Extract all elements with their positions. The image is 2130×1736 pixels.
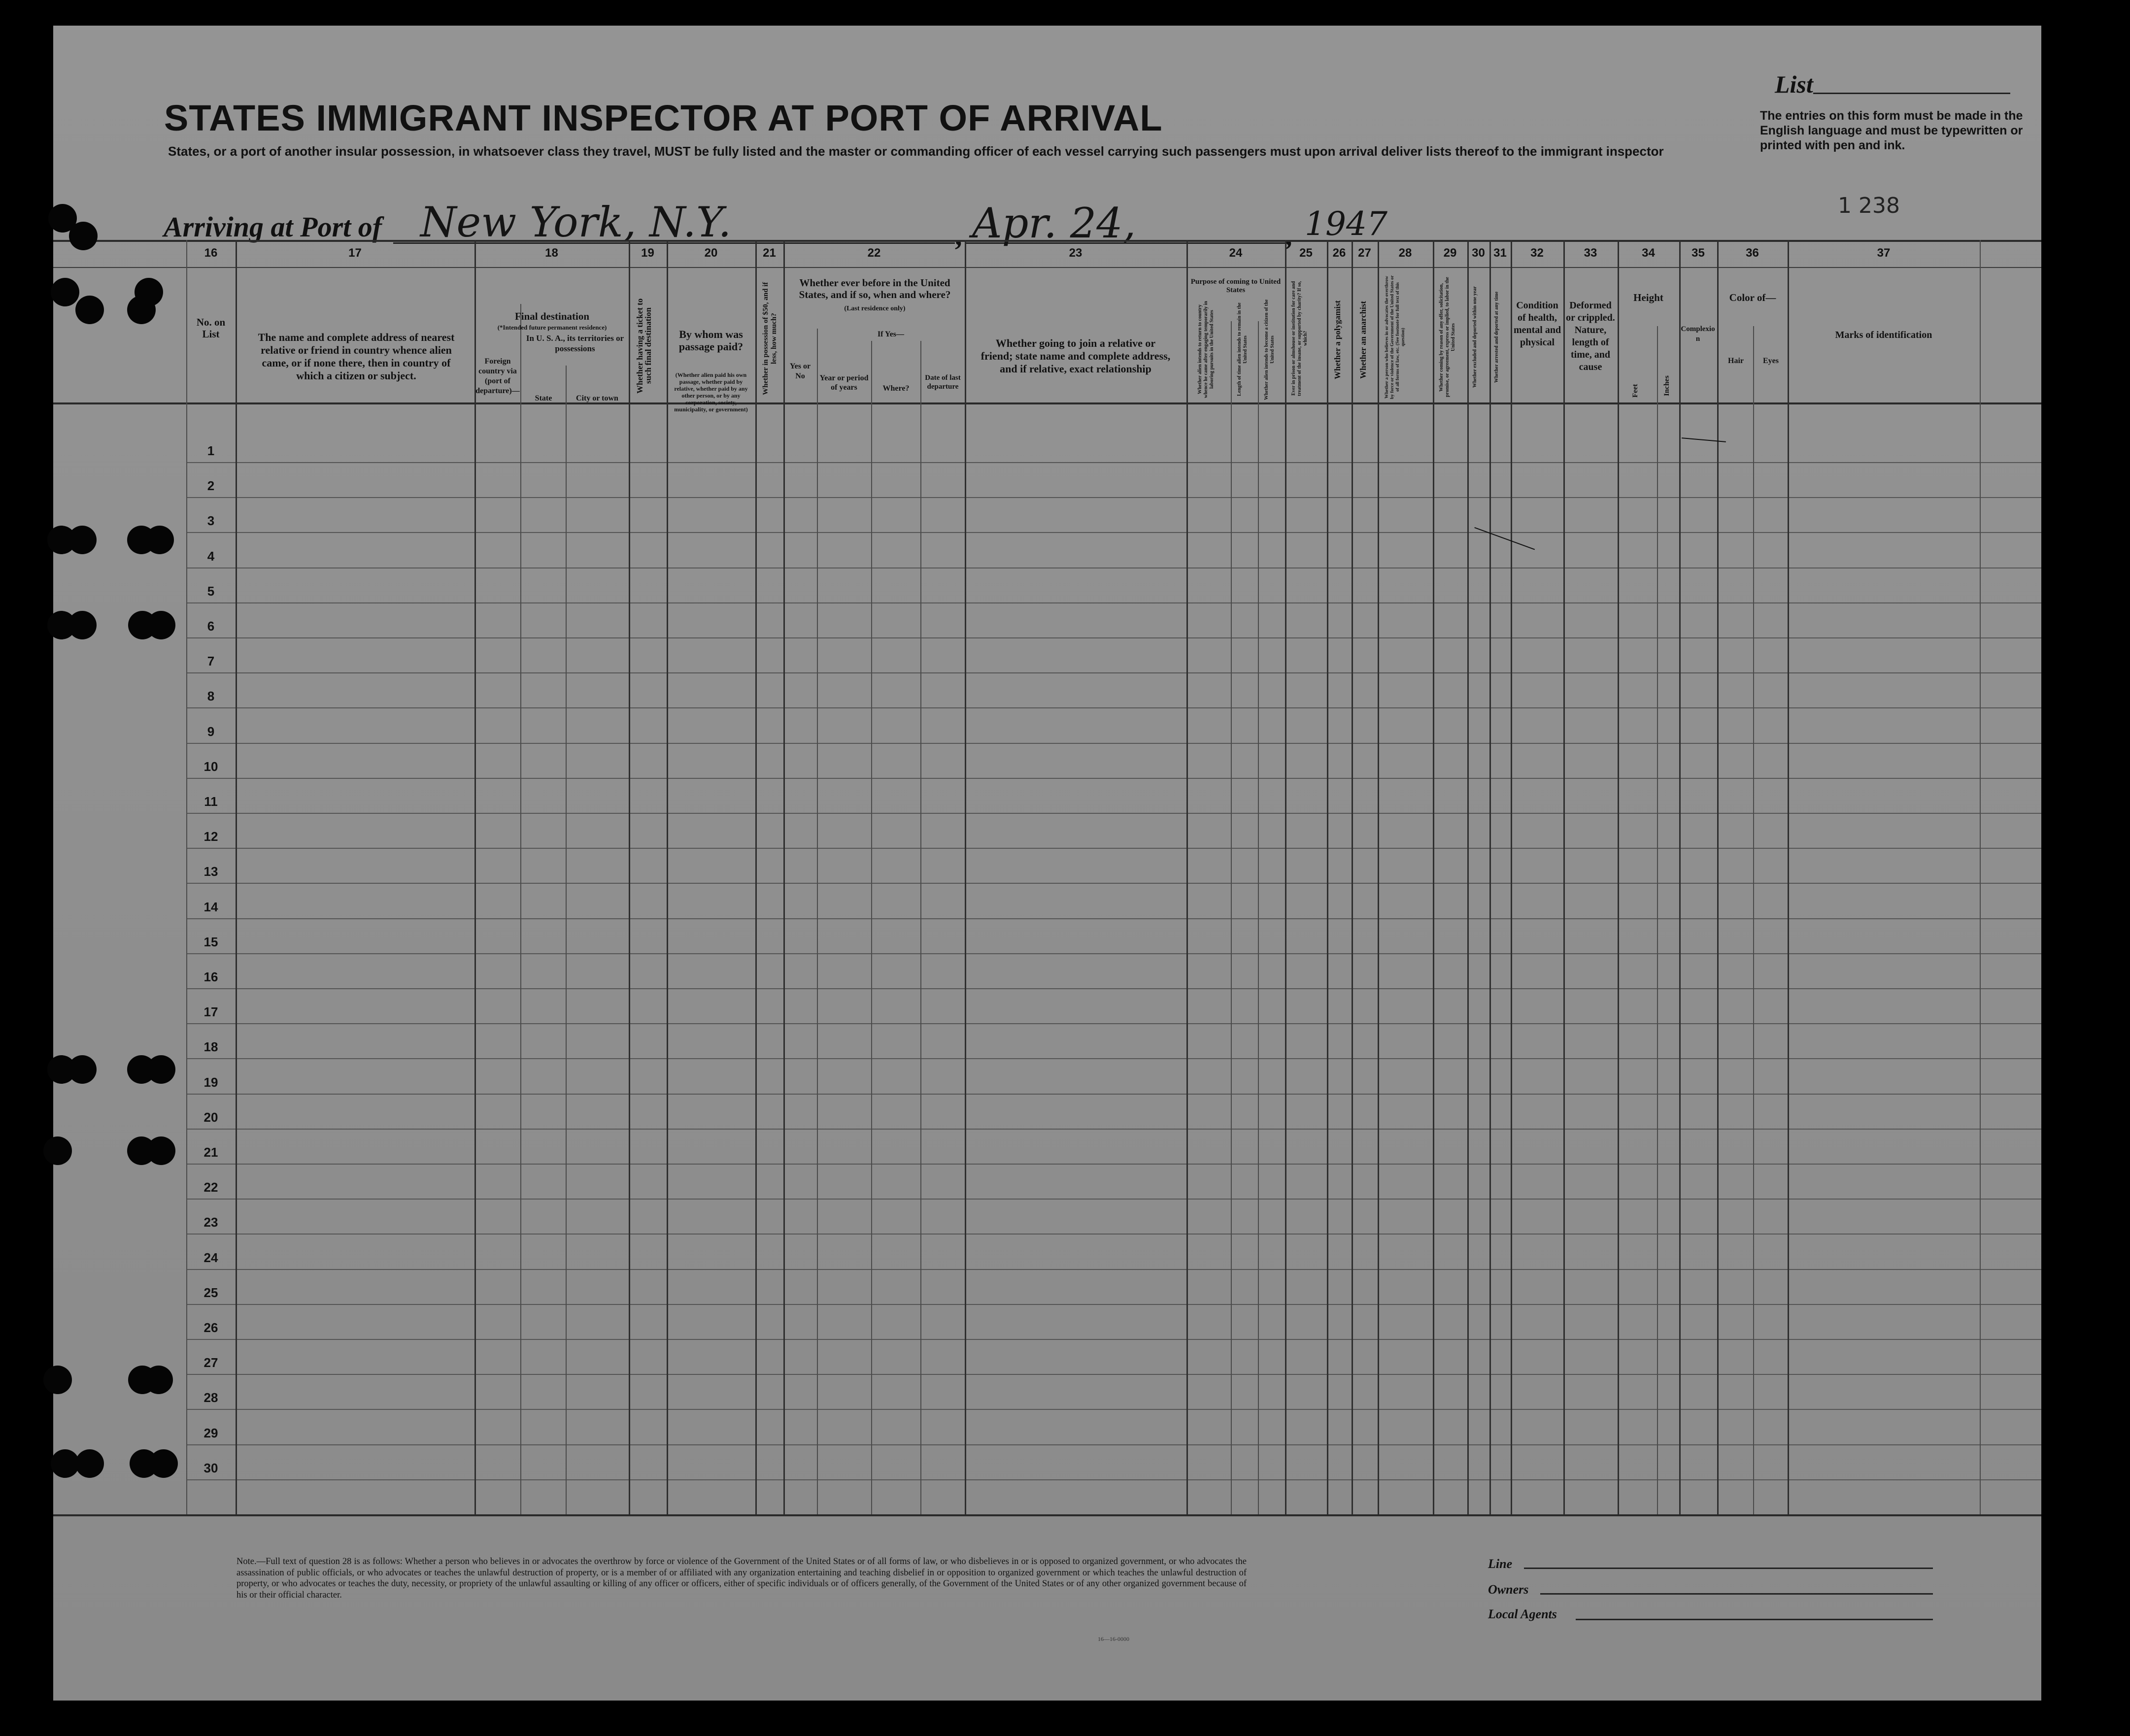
column-number: 34 [1642,246,1655,260]
header-final-destination: Final destination [514,310,590,322]
column-divider [1327,240,1328,1514]
header-feet: Feet [1631,384,1639,398]
column-divider [1433,240,1434,1514]
row-number: 2 [207,478,215,494]
punch-hole [43,1366,72,1394]
row-number: 25 [203,1285,218,1300]
column-number: 33 [1584,246,1597,260]
table-row [186,1374,2041,1375]
comma-mark: , [1285,219,1292,251]
column-divider [520,304,521,1514]
header-arrested-deported: Whether arrested and deported at any time [1494,291,1499,383]
row-number: 26 [203,1320,218,1335]
punch-hole [147,611,175,639]
column-number: 20 [704,246,718,260]
stray-pen-mark [1682,437,1726,442]
table-row [186,918,2041,919]
punch-hole [51,278,79,306]
column-divider [1489,240,1491,1514]
manifest-grid [53,26,2041,1701]
column-number: 21 [763,246,776,260]
table-row [186,848,2041,849]
header-possession-50: Whether in possession of $50, and if less, how much? [762,282,778,395]
row-number: 14 [203,899,218,914]
row-number: 21 [203,1145,218,1160]
header-state: State [535,394,552,402]
column-divider [1352,240,1353,1514]
column-divider [1679,240,1681,1514]
list-number: 1 238 [1838,193,1900,218]
row-number: 1 [207,443,215,458]
form-subtitle: States, or a port of another insular possession, in whatsoever class they travel, MUST be fully listed and the master or commanding officer of each vessel carrying such passengers must upon arrival deliver lists thereof to the immigrant inspector [168,144,1664,159]
column-divider [965,240,966,1514]
table-row [186,1444,2041,1445]
punch-hole [147,1055,175,1084]
header-color-of: Color of— [1729,292,1776,303]
row-number: 6 [207,619,215,634]
footer-owners-field [1540,1593,1933,1595]
column-divider [1378,240,1379,1514]
column-number: 37 [1877,246,1891,260]
header-complexion: Complexion [1681,325,1715,343]
row-number: 27 [203,1355,218,1370]
column-divider [920,341,921,1514]
header-polygamist: Whether a polygamist [1333,300,1342,379]
punch-hole [68,1055,97,1084]
column-divider [629,240,630,1514]
header-passage-paid: By whom was passage paid? [678,328,744,353]
row-number: 8 [207,689,215,704]
punch-hole [75,296,104,324]
table-row [186,1339,2041,1340]
column-divider [1753,326,1754,1514]
punch-hole [75,1449,104,1478]
column-divider [1285,240,1286,1514]
row-number: 15 [203,934,218,949]
footer-line-label: Line [1488,1557,1513,1571]
table-row [186,672,2041,673]
header-purpose-citizen: Whether alien intends to become a citizen of the United States [1264,299,1275,400]
row-number: 13 [203,864,218,879]
date-value: Apr. 24, [972,199,1136,247]
table-row [186,532,2041,533]
column-number: 31 [1493,246,1507,260]
column-divider [474,240,476,1514]
table-row [186,707,2041,708]
header-overthrow: Whether a person who believes in or advocates the overthrow by force or violence of the Government of the United States or of all forms of law, etc. (See footnote for full text of this question) [1385,275,1406,400]
row-number: 7 [207,654,215,669]
table-row [186,637,2041,638]
column-divider [1618,240,1619,1514]
punch-hole [144,1366,173,1394]
header-date-last-departure: Date of last departure [925,374,961,391]
header-city: City or town [576,394,618,402]
comma-mark: , [955,219,962,251]
header-yes-or-no: Yes or No [789,362,811,380]
punch-hole [68,526,97,554]
table-row [186,1304,2041,1305]
punch-hole [127,296,156,324]
footer-agents-label: Local Agents [1488,1607,1557,1621]
column-number-line [53,267,2041,268]
column-number: 36 [1746,246,1759,260]
row-number: 18 [203,1039,218,1055]
header-joining-relative: Whether going to join a relative or friend; state name and complete address, and if relative, exact relationship [980,337,1171,375]
row-number: 3 [207,513,215,529]
row-number: 10 [203,759,218,774]
header-year-period: Year or period of years [819,374,869,392]
column-number: 23 [1069,246,1082,260]
table-row [186,1409,2041,1410]
row-number: 19 [203,1074,218,1090]
row-number: 12 [203,829,218,844]
column-divider [783,240,785,1514]
header-height: Height [1633,292,1663,303]
table-row [186,1234,2041,1235]
header-if-yes: If Yes— [877,330,905,338]
header-in-usa: In U. S. A., its territories or possessions [526,334,624,353]
table-row [186,883,2041,884]
header-eyes: Eyes [1763,357,1779,365]
column-divider [1788,240,1789,1514]
header-purpose: Purpose of coming to United States [1190,278,1281,294]
punch-hole [43,1136,72,1165]
row-number: 11 [204,794,218,809]
punch-hole [68,611,97,639]
row-number: 30 [203,1460,218,1475]
footer-line-field [1524,1568,1933,1569]
table-row [186,1269,2041,1270]
column-divider [755,240,757,1514]
column-number: 26 [1332,246,1346,260]
row-number: 9 [207,724,215,739]
table-row [186,1094,2041,1095]
table-row [186,1023,2041,1024]
header-where: Where? [882,384,910,393]
column-number: 27 [1358,246,1371,260]
row-number: 23 [203,1215,218,1230]
form-code-mark: 16—16-0000 [1098,1636,1129,1642]
column-divider [1231,321,1232,1514]
header-inches: Inches [1663,375,1671,396]
row-number: 24 [203,1250,218,1265]
column-number: 32 [1530,246,1544,260]
column-number: 29 [1443,246,1457,260]
header-last-residence: (Last residence only) [844,305,906,312]
row-number: 20 [203,1109,218,1125]
column-divider [1980,240,1981,1514]
table-row [186,1199,2041,1200]
table-row [186,602,2041,603]
form-instructions: The entries on this form must be made in the English language and must be typewritten or printed with pen and ink. [1760,109,2023,152]
header-ticket: Whether having a ticket to such final destination [635,298,653,394]
column-number: 24 [1229,246,1243,260]
header-hair: Hair [1728,357,1744,365]
table-bottom-line [53,1514,2041,1516]
header-ever-before-in-us: Whether ever before in the United States, and if so, when and where? [799,277,951,300]
header-anarchist: Whether an anarchist [1358,300,1368,379]
column-number: 16 [204,246,218,260]
year-value: 1947 [1305,205,1387,243]
table-row [186,1164,2041,1165]
punch-hole [145,526,174,554]
column-number: 17 [348,246,362,260]
header-purpose-length: Length of time alien intends to remain in the United States [1237,302,1248,397]
header-foreign-country: Foreign country via (port of departure)— [475,357,520,395]
header-no-on-list: No. on List [196,316,226,340]
column-divider [1717,240,1719,1514]
header-marks-identification: Marks of identification [1835,330,1932,340]
column-divider [1511,240,1512,1514]
column-divider [1186,240,1188,1514]
punch-hole [147,1136,175,1165]
punch-hole [149,1449,178,1478]
row-number: 28 [203,1390,218,1405]
column-divider [667,240,668,1514]
header-nearest-relative: The name and complete address of nearest relative or friend in country whence alien came, or if none there, then in country of which a citizen or subject. [258,331,455,382]
header-purpose-return: Whether alien intends to return to country whence he came after engaging temporarily in laboring pursuits in the United States [1197,301,1215,398]
table-row [186,813,2041,814]
table-row [186,988,2041,989]
footnote-question-28: Note.—Full text of question 28 is as follows: Whether a person who believes in or advocates the overthrow by force or violence of the Government of the United States or of all forms of law, or who disbelieves in or is opposed to organized government, or who advocates the assassination of public officials, or who advocates or teaches the unlawful destruction of property, or is a member of or affiliated with any organization entertaining and teaching disbelief in or opposition to organized government or which teaches the unlawful destruction of property, or who advocates or teaches the duty, necessity, or propriety of the unlawful assaulting or killing of any officer or officers, either of specific individuals or of officers generally, of the Government of the United States or of any other organized government because of his or their official character. [237,1557,1247,1600]
row-number: 22 [203,1180,218,1195]
form-title: STATES IMMIGRANT INSPECTOR AT PORT OF ARRIVAL [164,98,1163,138]
footer-agents-field [1576,1619,1933,1620]
row-number: 4 [207,548,215,564]
table-row [186,1058,2041,1059]
row-number: 29 [203,1425,218,1440]
header-prison-almshouse: Ever in prison or almshouse or institution for care and treatment of the insane, or supported by charity? If so, which? [1291,281,1308,396]
column-number: 35 [1691,246,1705,260]
list-label: List [1775,70,1813,98]
column-divider [1258,321,1259,1514]
row-number: 16 [203,969,218,984]
header-excluded-deported: Whether excluded and deported within one year [1472,286,1478,388]
manifest-sheet [53,26,2041,1701]
column-divider [1657,326,1658,1514]
header-bottom-line [53,402,2041,404]
header-offer-labor: Whether coming by reason of any offer, solicitation, promise, or agreement, express or implied, to labor in the United States [1439,277,1456,398]
header-deformed: Deformed or crippled. Nature, length of time, and cause [1566,300,1615,372]
table-row [186,743,2041,744]
table-row [186,953,2041,954]
table-row [186,497,2041,498]
table-row [186,1479,2041,1480]
column-number: 28 [1398,246,1412,260]
column-divider [236,240,237,1514]
footer-owners-label: Owners [1488,1582,1529,1597]
table-row [186,778,2041,779]
column-divider [871,341,872,1514]
row-number: 5 [207,583,215,599]
column-number: 30 [1472,246,1485,260]
header-final-destination-note: (*Intended future permanent residence) [497,324,607,331]
stray-pen-mark [1474,527,1535,550]
header-passage-paid-note: (Whether alien paid his own passage, whether paid by relative, whether paid by any other person, or by any corporation, society, municipality, or government) [674,371,748,413]
column-divider [566,366,567,1514]
header-health: Condition of health, mental and physical [1513,300,1561,348]
column-number: 25 [1299,246,1313,260]
column-divider [1467,240,1469,1514]
column-number: 18 [545,246,558,260]
column-number: 22 [867,246,881,260]
table-row [186,462,2041,463]
punch-hole [69,222,98,250]
column-number: 19 [641,246,654,260]
column-divider [817,329,818,1514]
arriving-label: Arriving at Port of [164,211,382,243]
grid-top-line [53,240,2041,242]
column-divider [1563,240,1565,1514]
row-number: 17 [203,1004,218,1020]
table-row [186,1129,2041,1130]
port-value: New York, N.Y. [420,198,732,246]
